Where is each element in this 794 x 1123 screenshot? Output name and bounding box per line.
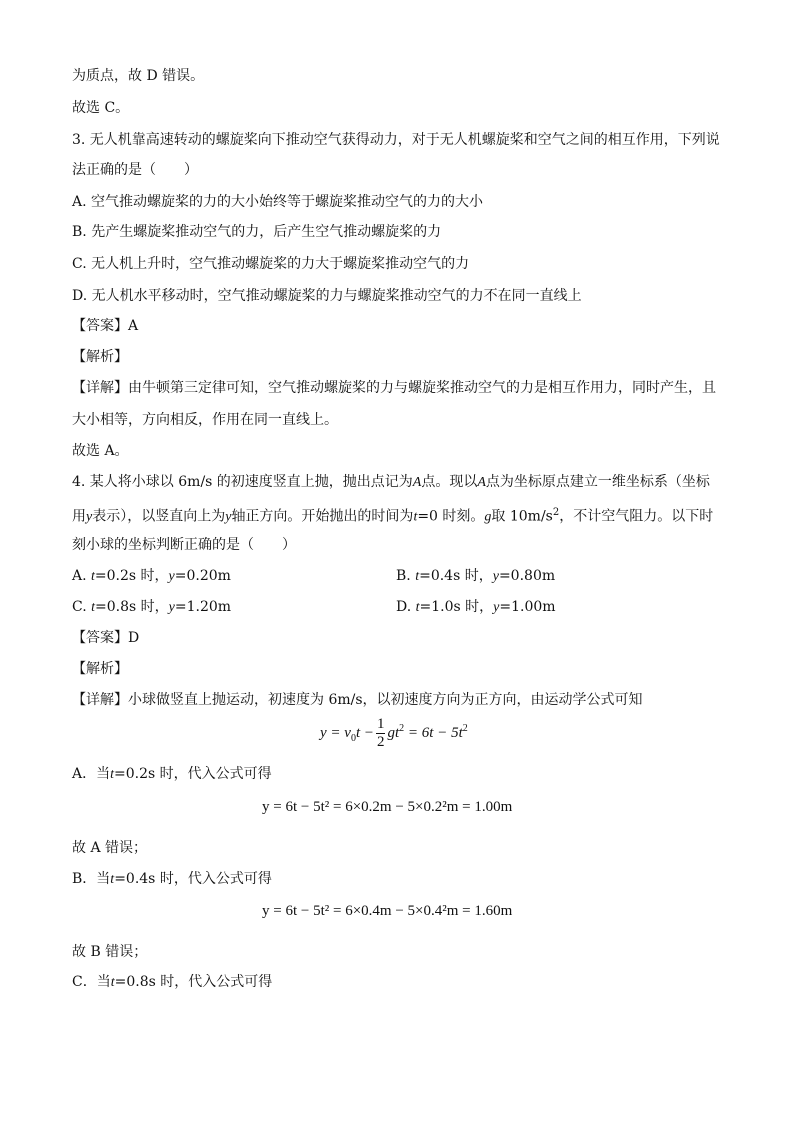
q4-option-c: C. t=0.8s 时，y=1.20m bbox=[72, 599, 232, 615]
q4-answer: 【答案】D bbox=[72, 630, 140, 646]
q4-a-conclusion: 故 A 错误； bbox=[72, 840, 148, 856]
q4-stem-line1: 4. 某人将小球以 6m/s 的初速度竖直上抛，抛出点记为A点。现以A点为坐标原点建立一维坐标系（坐标 bbox=[72, 474, 710, 490]
q3-stem-line1: 3. 无人机靠高速转动的螺旋桨向下推动空气获得动力，对于无人机螺旋桨和空气之间的相互作用，下列说 bbox=[72, 132, 720, 148]
q4-c-line: C．当t=0.8s 时，代入公式可得 bbox=[72, 974, 273, 990]
q3-option-d: D. 无人机水平移动时，空气推动螺旋桨的力与螺旋桨推动空气的力不在同一直线上 bbox=[72, 288, 582, 304]
q4-analysis: 【解析】 bbox=[72, 661, 128, 677]
q3-option-b: B. 先产生螺旋桨推动空气的力，后产生空气推动螺旋桨的力 bbox=[72, 224, 442, 240]
q3-detail-line2: 大小相等，方向相反，作用在同一直线上。 bbox=[72, 412, 338, 428]
q3-option-c: C. 无人机上升时，空气推动螺旋桨的力大于螺旋桨推动空气的力 bbox=[72, 256, 470, 272]
q4-option-a: A. t=0.2s 时，y=0.20m bbox=[72, 568, 231, 584]
equation-b: y = 6t − 5t² = 6×0.4m − 5×0.4²m = 1.60m bbox=[262, 903, 513, 919]
q3-analysis: 【解析】 bbox=[72, 349, 128, 365]
q4-b-conclusion: 故 B 错误； bbox=[72, 944, 148, 960]
q3-option-a: A. 空气推动螺旋桨的力的大小始终等于螺旋桨推动空气的力的大小 bbox=[72, 194, 484, 210]
q3-choose: 故选 A。 bbox=[72, 443, 129, 459]
q4-stem-line3: 刻小球的坐标判断正确的是（ ） bbox=[72, 537, 296, 553]
q4-detail: 【详解】小球做竖直上抛运动，初速度为 6m/s，以初速度方向为正方向，由运动学公式可知 bbox=[72, 692, 643, 708]
equation-kinematics: $y = v_0t$ − $\frac{1}{2}$ $gt^2 = 6t - 5t^2$ bbox=[320, 716, 468, 750]
prev-choose: 故选 C。 bbox=[72, 100, 130, 116]
q3-detail-line1: 【详解】由牛顿第三定律可知，空气推动螺旋桨的力与螺旋桨推动空气的力是相互作用力，同时产生，且 bbox=[72, 380, 716, 396]
q4-option-b: B. t=0.4s 时，y=0.80m bbox=[396, 568, 556, 584]
prev-tail: 为质点，故 D 错误。 bbox=[72, 68, 205, 84]
fraction-half: $\frac{1}{2}$ bbox=[376, 716, 385, 750]
q4-a-line: A．当t=0.2s 时，代入公式可得 bbox=[72, 766, 272, 782]
q4-stem-line2: 用y表示），以竖直向上为y轴正方向。开始抛出的时间为t=0 时刻。g取 $10m/s^2$，不计空气阻力。以下时 bbox=[72, 507, 714, 525]
q3-answer: 【答案】A bbox=[72, 318, 139, 334]
q3-stem-line2: 法正确的是（ ） bbox=[72, 162, 198, 178]
q4-b-line: B．当t=0.4s 时，代入公式可得 bbox=[72, 871, 272, 887]
q4-option-d: D. t=1.0s 时，y=1.00m bbox=[396, 599, 556, 615]
equation-a: y = 6t − 5t² = 6×0.2m − 5×0.2²m = 1.00m bbox=[262, 799, 513, 815]
